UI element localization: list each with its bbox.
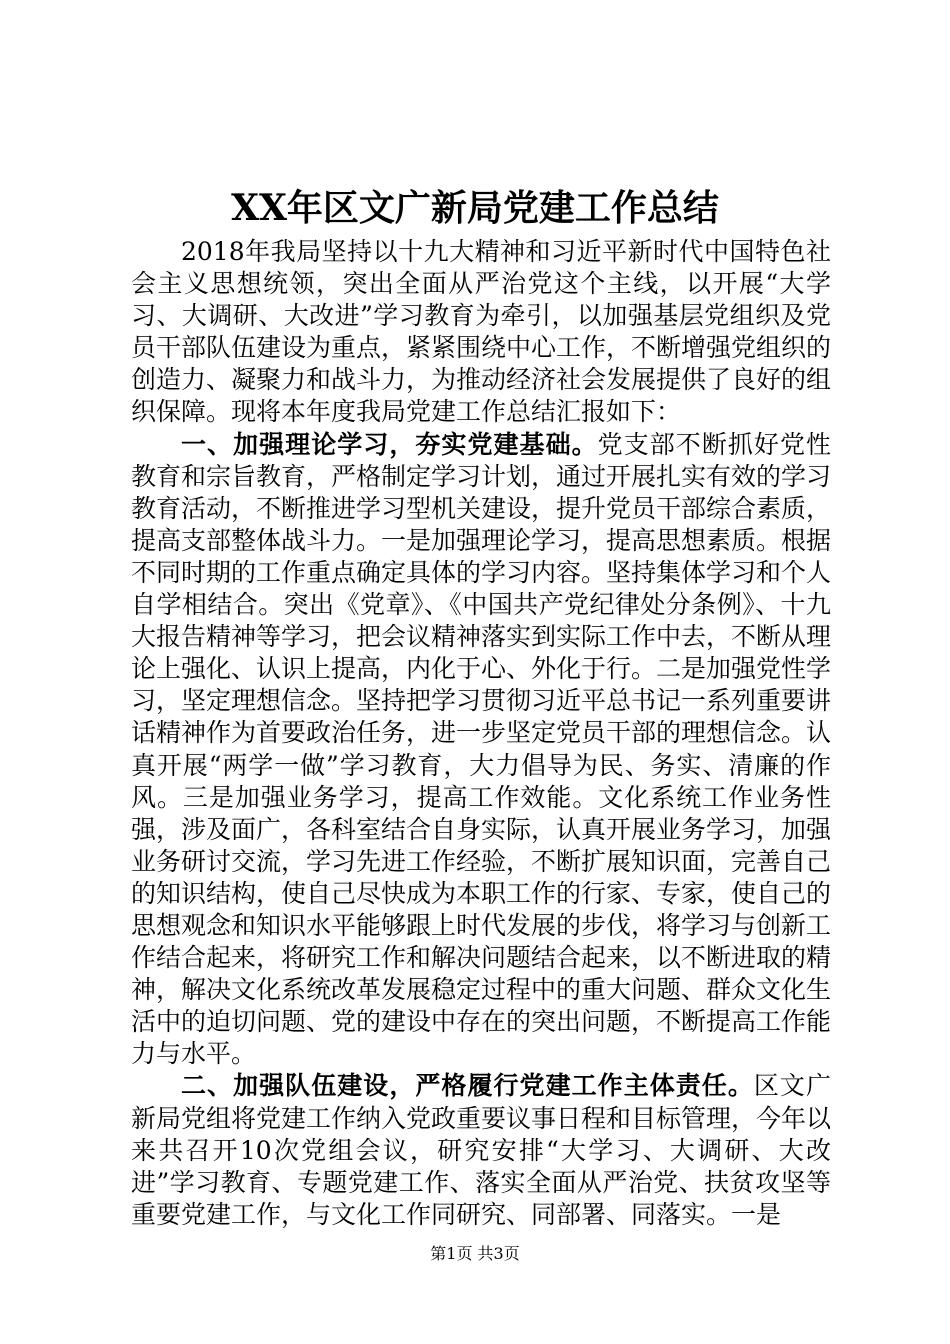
page-footer: 第1页 共3页 xyxy=(430,1244,520,1263)
section-text-1: 党支部不断抓好党性教育和宗旨教育，严格制定学习计划，通过开展扎实有效的学习教育活动，不断推进学习型机关建设，提升党员干部综合素质，提高支部整体战斗力。一是加强理论学习，提高思想素质。根据不同时期的工作重点确定具体的学习内容。坚持集体学习和个人自学相结合。突出《党章》、《中国共产党纪律处分条例》、十九大报告精神等学习，把会议精神落实到实际工作中去，不断从理论上强化、认识上提高，内化于心、外化于行。二是加强党性学习，坚定理想信念。坚持把学习贯彻习近平总书记一系列重要讲话精神作为首要政治任务，进一步坚定党员干部的理想信念。认真开展“两学一做”学习教育，大力倡导为民、务实、清廉的作风。三是加强业务学习，提高工作效能。文化系统工作业务性强，涉及面广，各科室结合自身实际，认真开展业务学习，加强业务研讨交流，学习先进工作经验，不断扩展知识面，完善自己的知识结构，使自己尽快成为本职工作的行家、专家，使自己的思想观念和知识水平能够跟上时代发展的步伐，将学习与创新工作结合起来，将研究工作和解决问题结合起来，以不断进取的精神，解决文化系统改革发展稳定过程中的重大问题、群众文化生活中的迫切问题、党的建设中存在的突出问题，不断提高工作能力与水平。 xyxy=(131,429,832,1069)
section-heading-2: 二、加强队伍建设，严格履行党建工作主体责任。 xyxy=(181,1071,754,1101)
document-body xyxy=(131,236,831,1231)
intro-paragraph: 2018年我局坚持以十九大精神和习近平新时代中国特色社会主义思想统领，突出全面从严治党这个主线，以开展“大学习、大调研、大改进”学习教育为牵引，以加强基层党组织及党员干部队伍建设为重点，紧紧围绕中心工作，不断增强党组织的创造力、凝聚力和战斗力，为推动经济社会发展提供了良好的组织保障。现将本年度我局党建工作总结汇报如下： xyxy=(131,237,832,427)
document-title: XX年区文广新局党建工作总结 xyxy=(231,187,719,229)
section-text-2: 区文广新局党组将党建工作纳入党政重要议事日程和目标管理，今年以来共召开10次党组会议，研究安排“大学习、大调研、大改进”学习教育、专题党建工作、落实全面从严治党、扶贫攻坚等重要党建工作，与文化工作同研究、同部署、同落实。一是 xyxy=(131,1071,832,1229)
section-paragraph-1 xyxy=(131,429,831,1071)
section-paragraph-2 xyxy=(131,1070,831,1230)
section-heading-1: 一、加强理论学习，夯实党建基础。 xyxy=(181,429,598,459)
